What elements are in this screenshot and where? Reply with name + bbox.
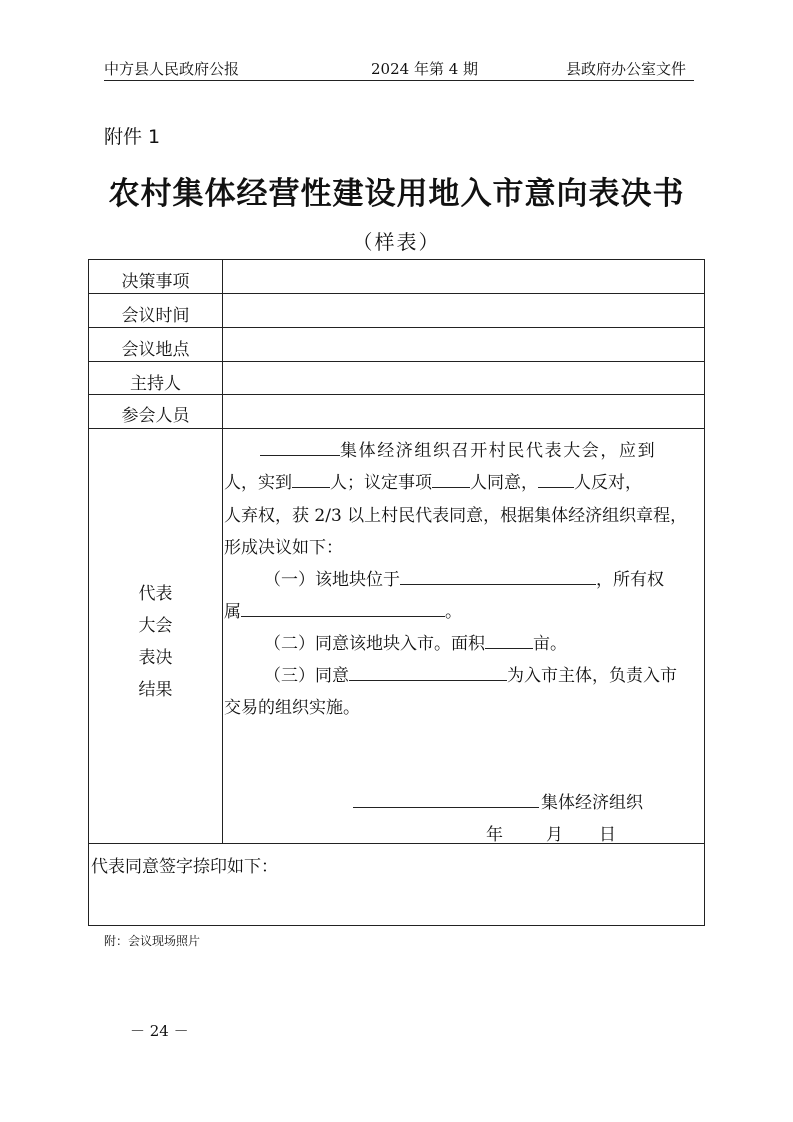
row-divider: [89, 843, 704, 844]
row-divider: [89, 293, 704, 294]
issue-number: 2024 年第 4 期: [371, 60, 479, 78]
date-month: 月: [546, 825, 563, 845]
side-label-line: 大会: [138, 616, 173, 636]
para1-line4: 形成决议如下：: [224, 538, 343, 558]
row-label-attendees: 参会人员: [121, 406, 190, 426]
side-label-line: 表决: [138, 648, 173, 668]
para1-line3: 人弃权，获 2/3 以上村民代表同意，根据集体经济组织章程，: [224, 506, 688, 526]
market-entity-blank[interactable]: [349, 663, 507, 681]
item1-line2: 属 。: [224, 597, 462, 622]
item1-line1: （一）该地块位于 ，所有权: [264, 565, 664, 590]
page-number: － 24 －: [130, 1022, 189, 1040]
row-label-meeting-place: 会议地点: [121, 340, 190, 360]
side-label-line: 代表: [138, 584, 173, 604]
signature-label: 代表同意签字捺印如下：: [91, 857, 278, 877]
result-side-label: [89, 578, 222, 706]
row-divider: [89, 361, 704, 362]
label-column-divider: [222, 260, 223, 843]
bulletin-name: 中方县人民政府公报: [104, 60, 240, 78]
row-divider: [89, 394, 704, 395]
village-name-blank[interactable]: [260, 438, 340, 456]
parcel-location-blank[interactable]: [400, 567, 596, 585]
row-divider: [89, 327, 704, 328]
item3-line2: 交易的组织实施。: [224, 698, 360, 718]
attendance-blank[interactable]: [292, 470, 330, 488]
item3-line1: （三）同意 为入市主体，负责入市: [264, 661, 677, 686]
agree-count-blank[interactable]: [432, 470, 470, 488]
item2-line: （二）同意该地块入市。面积 亩。: [264, 629, 567, 654]
attachment-label: 附件 1: [104, 126, 161, 148]
oppose-count-blank[interactable]: [538, 470, 574, 488]
date-day: 日: [599, 825, 616, 845]
para1-line2: 人，实到 人；议定事项 人同意， 人反对，: [224, 468, 642, 493]
header-rule: [104, 80, 694, 81]
document-title: 农村集体经营性建设用地入市意向表决书: [108, 176, 685, 212]
row-label-meeting-time: 会议时间: [121, 306, 190, 326]
side-label-line: 结果: [138, 680, 173, 700]
para1-line1: 集体经济组织召开村民代表大会，应到: [260, 436, 656, 461]
area-blank[interactable]: [485, 631, 533, 649]
document-subtitle: （样表）: [352, 230, 441, 254]
row-divider: [89, 428, 704, 429]
row-label-decision-item: 决策事项: [121, 272, 190, 292]
org-signature-line[interactable]: [353, 807, 539, 808]
voting-form-table: [88, 259, 705, 926]
ownership-blank[interactable]: [241, 599, 445, 617]
row-label-host: 主持人: [130, 374, 181, 394]
date-year: 年: [486, 825, 503, 845]
issuing-office: 县政府办公室文件: [566, 60, 687, 78]
org-label: 集体经济组织: [541, 793, 643, 813]
attachment-note: 附：会议现场照片: [104, 934, 201, 948]
